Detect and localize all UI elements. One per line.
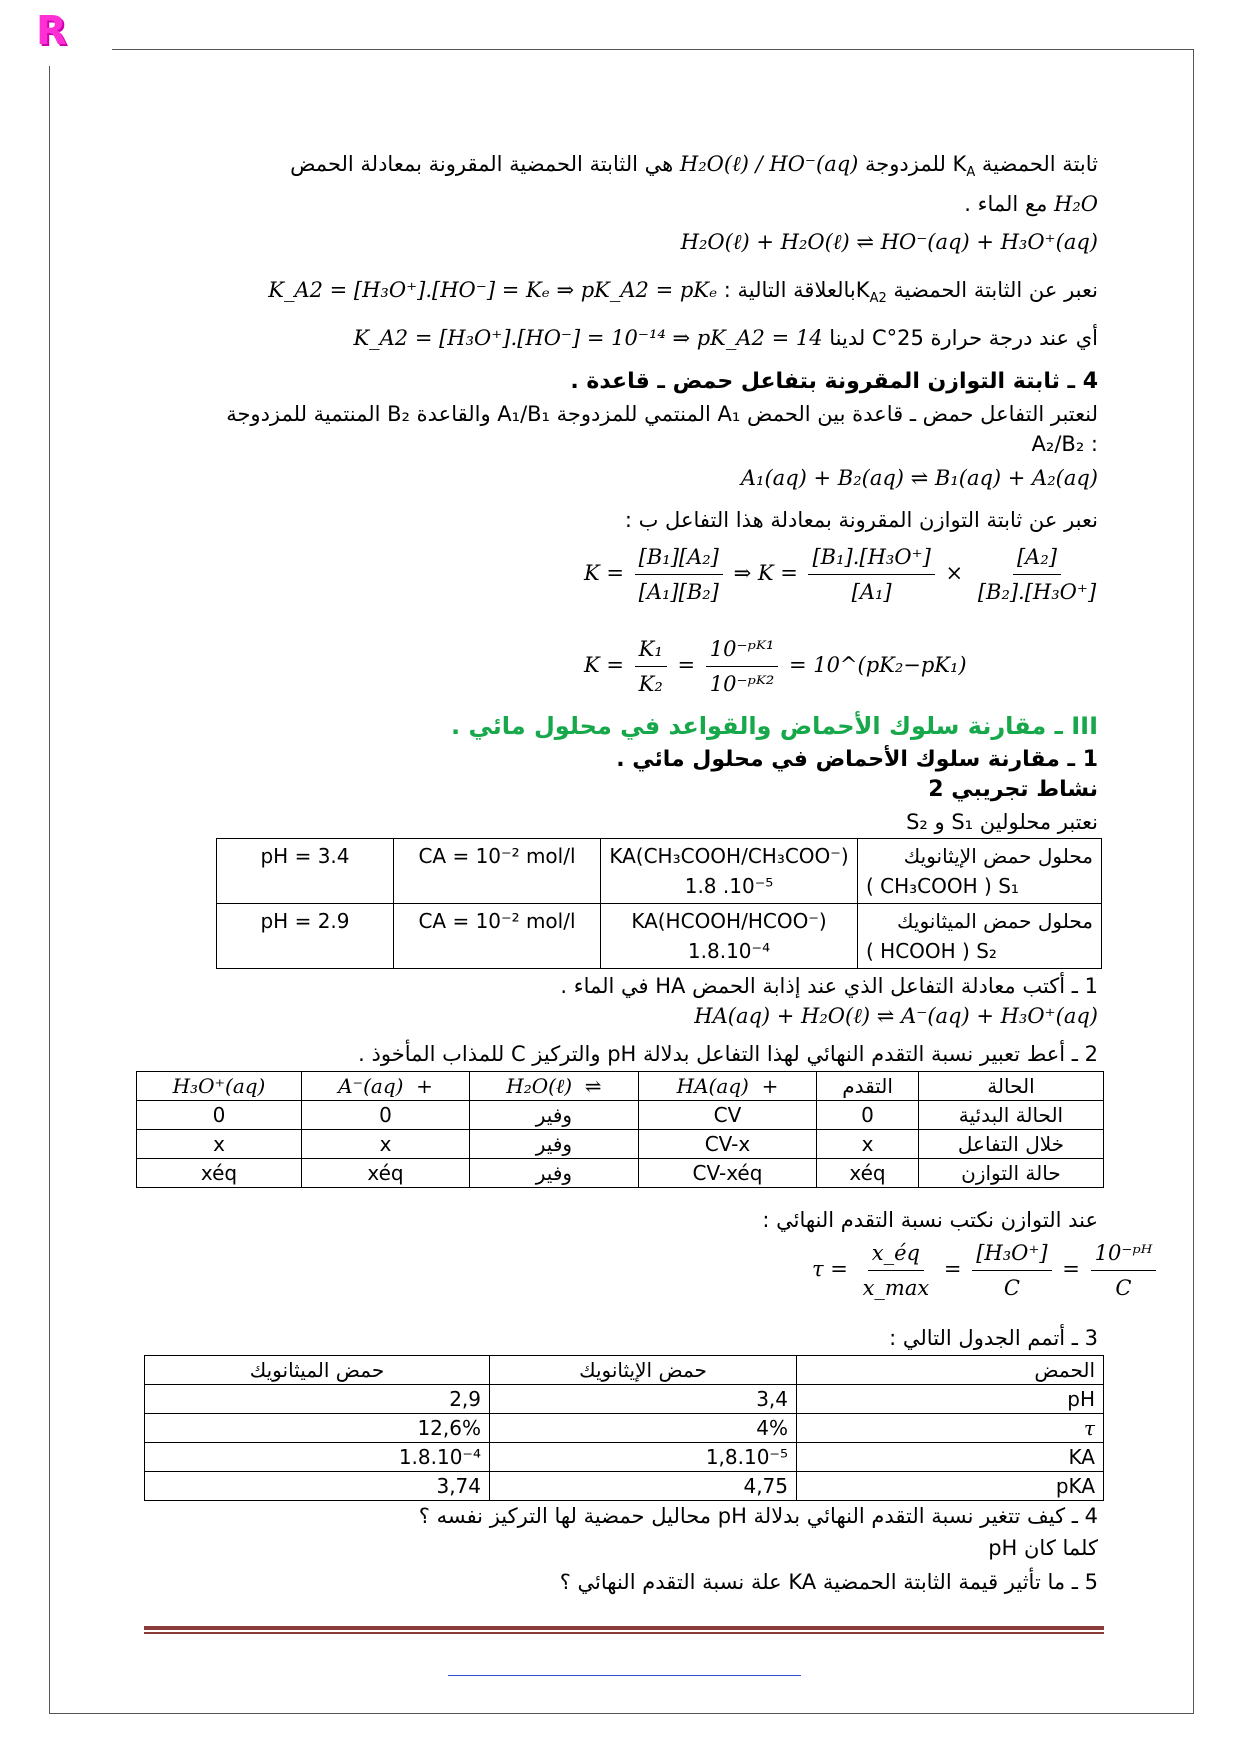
section-4-line1: لنعتبر التفاعل حمض ـ قاعدة بين الحمض A₁ المنتمي للمزدوجة A₁/B₁ والقاعدة B₂ المنتمية للمزدوجة	[226, 402, 1098, 426]
equation-k-expression: K = $\frac{\text{[B₁][A₂]}}{\text{[A₁][B₂]}}$ ⇒ K = $\frac{\text{[B₁].[H₃O⁺]}}{\text{[A₁]}}$ × $\frac{\text{[A₂]}}{\text{[B₂].[H₃O⁺]}}$	[584, 540, 1104, 609]
table-header-row	[137, 1072, 1104, 1101]
table-cell: وفير	[470, 1130, 639, 1159]
table-cell: CA = 10⁻² mol/l	[394, 839, 601, 904]
question-4-answer: كلما كان pH	[988, 1536, 1098, 1560]
table-header-row	[145, 1356, 1104, 1385]
table-cell: 3,74	[145, 1472, 490, 1501]
table-cell: pH = 3.4	[217, 839, 394, 904]
table-cell: وفير	[470, 1101, 639, 1130]
question-4: 4 ـ كيف تتغير نسبة التقدم النهائي بدلالة pH محاليل حمضية لها التركيز نفسه ؟	[418, 1504, 1098, 1528]
table-cell: CV-x	[638, 1130, 816, 1159]
fraction-pk: $\frac{\text{10⁻ᵖᴷ¹}}{\text{10⁻ᵖᴷ²}}$	[706, 632, 779, 701]
table-header-cell: حمض الميثانويك	[145, 1356, 490, 1385]
table-cell: CV-xéq	[638, 1159, 816, 1188]
table-cell: τ	[797, 1414, 1104, 1443]
table-header-cell: H₂O(ℓ) ⇌	[470, 1072, 639, 1101]
progress-table	[136, 1071, 1104, 1188]
table-cell: محلول حمض الإيثانويك ( CH₃COOH ) S₁	[858, 839, 1102, 904]
table-cell: pH = 2.9	[217, 904, 394, 969]
section-iii-title: III ـ مقارنة سلوك الأحماض والقواعد في محلول مائي .	[450, 712, 1098, 740]
table-cell: x	[137, 1130, 302, 1159]
table-row	[137, 1101, 1104, 1130]
section-iii-sub2: نشاط تجريبي 2	[928, 777, 1098, 802]
equation-k-result: K = $\frac{\text{K₁}}{\text{K₂}}$ = $\frac{\text{10⁻ᵖᴷ¹}}{\text{10⁻ᵖᴷ²}}$ = 10^(pK₂−pK₁)	[584, 632, 967, 701]
fraction-k2: $\frac{\text{[B₁].[H₃O⁺]}}{\text{[A₁]}}$	[808, 540, 934, 609]
table-cell: خلال التفاعل	[918, 1130, 1103, 1159]
footer-divider-thin	[144, 1632, 1104, 1634]
table-cell: xéq	[817, 1159, 919, 1188]
table-cell: محلول حمض الميثانويك ( HCOOH ) S₂	[858, 904, 1102, 969]
frame-right-line	[1193, 49, 1194, 1714]
table-cell: CA = 10⁻² mol/l	[394, 904, 601, 969]
table-cell: KA	[797, 1443, 1104, 1472]
table-cell: الحالة البدئية	[918, 1101, 1103, 1130]
table-cell: 0	[817, 1101, 919, 1130]
fraction-k3: $\frac{\text{[A₂]}}{\text{[B₂].[H₃O⁺]}}$	[974, 540, 1100, 609]
table-cell: x	[817, 1130, 919, 1159]
fraction-k1-k2: $\frac{\text{K₁}}{\text{K₂}}$	[635, 632, 667, 701]
equation-ha-dissociation: HA(aq) + H₂O(ℓ) ⇌ A⁻(aq) + H₃O⁺(aq)	[694, 1004, 1098, 1028]
table-cell: KA(HCOOH/HCOO⁻) 1.8.10⁻⁴	[601, 904, 858, 969]
table-header-cell: H₃O⁺(aq)	[137, 1072, 302, 1101]
section-4-line2: : A₂/B₂	[1031, 432, 1098, 456]
equation-tau: τ = $\frac{x\_éq}{x\_\max}$ = $\frac{\text{[H₃O⁺]}}{C}$ = $\frac{\text{10⁻ᵖᴴ}}{C}$	[812, 1236, 1160, 1305]
footer-divider	[144, 1626, 1104, 1630]
table-row	[145, 1385, 1104, 1414]
table-cell: pH	[797, 1385, 1104, 1414]
table-header-cell: حمض الإيثانويك	[490, 1356, 797, 1385]
table-cell: 1.8.10⁻⁴	[145, 1443, 490, 1472]
section-4-line3: نعبر عن ثابتة التوازن المقرونة بمعادلة هذا التفاعل ب :	[624, 508, 1098, 532]
table-cell: KA(CH₃COOH/CH₃COO⁻) 1.8 .10⁻⁵	[601, 839, 858, 904]
table-cell: 4%	[490, 1414, 797, 1443]
table-cell: 4,75	[490, 1472, 797, 1501]
question-1: 1 ـ أكتب معادلة التفاعل الذي عند إذابة الحمض HA في الماء .	[560, 974, 1098, 998]
table-header-cell: التقدم	[817, 1072, 919, 1101]
equilibrium-text: عند التوازن نكتب نسبة التقدم النهائي :	[762, 1208, 1098, 1232]
section-iii-sub1: 1 ـ مقارنة سلوك الأحماض في محلول مائي .	[616, 747, 1098, 772]
fraction-tau-3: $\frac{\text{10⁻ᵖᴴ}}{C}$	[1091, 1236, 1157, 1305]
footer-link-line	[448, 1675, 801, 1676]
table-cell: حالة التوازن	[918, 1159, 1103, 1188]
paragraph-ka-water-line2: H₂O مع الماء .	[964, 192, 1098, 216]
solutions-table	[216, 838, 1102, 969]
table-cell: pKA	[797, 1472, 1104, 1501]
table-header-cell: الحالة	[918, 1072, 1103, 1101]
question-3: 3 ـ أتمم الجدول التالي :	[889, 1326, 1098, 1350]
table-row	[145, 1472, 1104, 1501]
frame-bottom-line	[49, 1713, 1194, 1714]
table-cell: 1,8.10⁻⁵	[490, 1443, 797, 1472]
table-row	[137, 1130, 1104, 1159]
frame-left-line	[49, 66, 50, 1714]
paragraph-ka-water: ثابتة الحمضية $K_A$ للمزدوجة H₂O(ℓ) / HO⁻(aq) هي الثابتة الحمضية المقرونة بمعادلة الحمض	[290, 152, 1098, 181]
table-cell: xéq	[301, 1159, 469, 1188]
logo: R	[36, 8, 67, 54]
table-row	[137, 1159, 1104, 1188]
table-row	[145, 1443, 1104, 1472]
table-header-cell: الحمض	[797, 1356, 1104, 1385]
table-cell: وفير	[470, 1159, 639, 1188]
table-cell: x	[301, 1130, 469, 1159]
fraction-tau-2: $\frac{\text{[H₃O⁺]}}{C}$	[972, 1236, 1051, 1305]
equation-water-autoionization: H₂O(ℓ) + H₂O(ℓ) ⇌ HO⁻(aq) + H₃O⁺(aq)	[680, 230, 1098, 254]
paragraph-ka2-value: أي عند درجة حرارة 25°C لدينا K_A2 = [H₃O⁺].[HO⁻] = 10⁻¹⁴ ⇒ pK_A2 = 14	[353, 326, 1098, 350]
fraction-tau-1: $\frac{x\_éq}{x\_\max}$	[859, 1236, 934, 1305]
table-header-cell: HA(aq) +	[638, 1072, 816, 1101]
paragraph-ka2: نعبر عن الثابتة الحمضية $K_{A2}بالعلاقة$ التالية : K_A2 = [H₃O⁺].[HO⁻] = Kₑ ⇒ pK_A2 = pKₑ	[268, 278, 1098, 307]
equation-acid-base: A₁(aq) + B₂(aq) ⇌ B₁(aq) + A₂(aq)	[740, 466, 1098, 490]
frame-top-line	[112, 49, 1194, 50]
table-row	[217, 839, 1102, 904]
fraction-k1: $\frac{\text{[B₁][A₂]}}{\text{[A₁][B₂]}}$	[635, 540, 723, 609]
table-cell: 3,4	[490, 1385, 797, 1414]
table-header-cell: A⁻(aq) +	[301, 1072, 469, 1101]
table-cell: 12,6%	[145, 1414, 490, 1443]
table-cell: 0	[137, 1101, 302, 1130]
comparison-table	[144, 1355, 1104, 1501]
table-row	[217, 904, 1102, 969]
question-2: 2 ـ أعط تعبير نسبة التقدم النهائي لهذا التفاعل بدلالة pH والتركيز C للمذاب المأخوذ .	[358, 1042, 1098, 1066]
section-4-title: 4 ـ ثابتة التوازن المقرونة بتفاعل حمض ـ قاعدة .	[570, 369, 1098, 394]
question-5: 5 ـ ما تأثير قيمة الثابتة الحمضية KA علة نسبة التقدم النهائي ؟	[559, 1570, 1098, 1594]
table-cell: xéq	[137, 1159, 302, 1188]
section-iii-intro: نعتبر محلولين S₁ و S₂	[906, 810, 1098, 834]
table-row	[145, 1414, 1104, 1443]
table-cell: CV	[638, 1101, 816, 1130]
table-cell: 2,9	[145, 1385, 490, 1414]
table-cell: 0	[301, 1101, 469, 1130]
